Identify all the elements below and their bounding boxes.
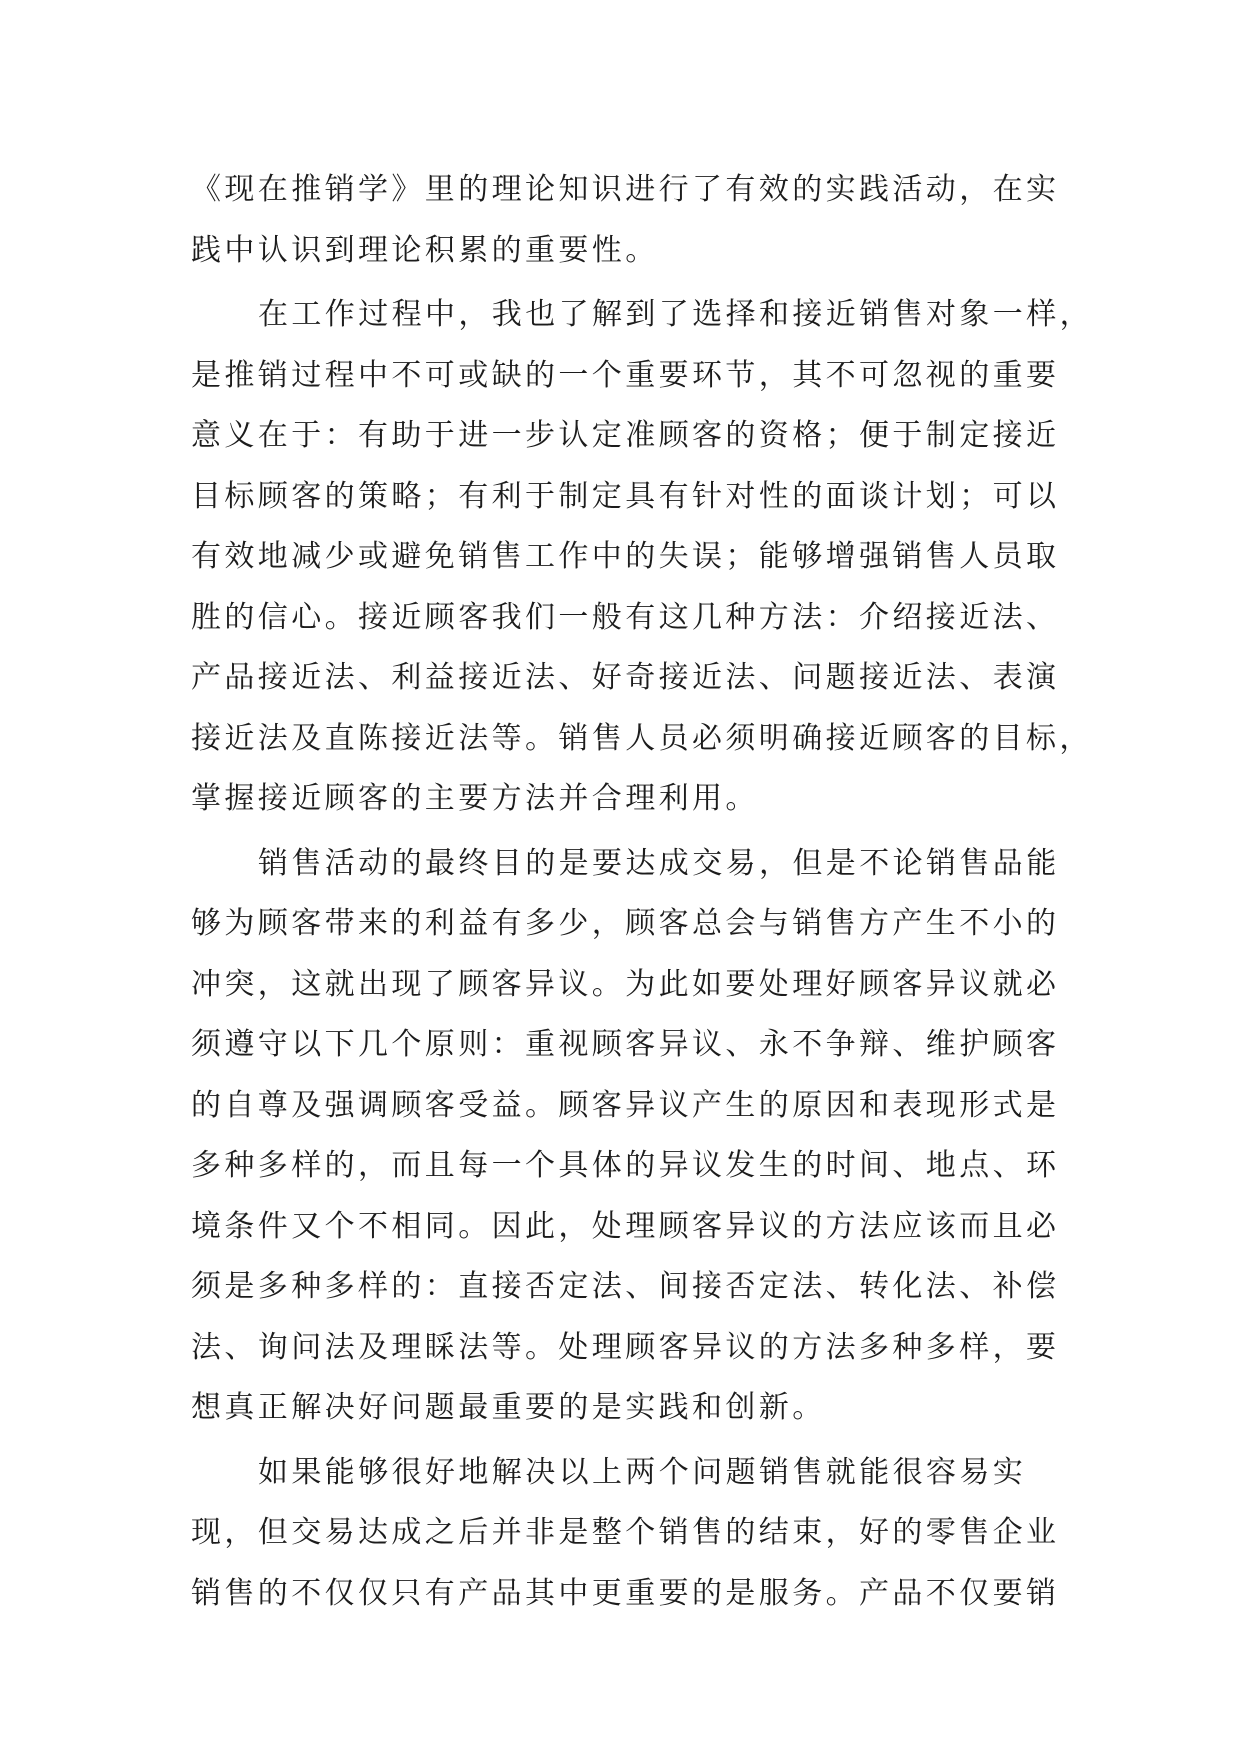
text-line: 够为顾客带来的利益有多少，顾客总会与销售方产生不小的 xyxy=(191,906,1060,941)
text-line: 冲突，这就出现了顾客异议。为此如要处理好顾客异议就必 xyxy=(191,966,1060,1002)
document-body xyxy=(191,160,1091,1624)
paragraph-first-line: 在工作过程中，我也了解到了选择和接近销售对象一样， xyxy=(258,297,1093,332)
text-line: 践中认识到理论积累的重要性。 xyxy=(191,232,659,268)
text-line: 胜的信心。接近顾客我们一般有这几种方法：介绍接近法、 xyxy=(191,599,1060,635)
paragraph-first-line: 销售活动的最终目的是要达成交易，但是不论销售品能 xyxy=(258,845,1060,881)
text-line: 销售的不仅仅只有产品其中更重要的是服务。产品不仅要销 xyxy=(191,1575,1060,1611)
text-line: 《现在推销学》里的理论知识进行了有效的实践活动，在实 xyxy=(191,172,1060,207)
text-line: 的自尊及强调顾客受益。顾客异议产生的原因和表现形式是 xyxy=(191,1087,1060,1123)
text-line: 有效地减少或避免销售工作中的失误；能够增强销售人员取 xyxy=(191,539,1060,574)
text-line: 接近法及直陈接近法等。销售人员必须明确接近顾客的目标， xyxy=(191,720,1093,756)
text-line: 产品接近法、利益接近法、好奇接近法、问题接近法、表演 xyxy=(191,660,1060,695)
text-line: 想真正解决好问题最重要的是实践和创新。 xyxy=(191,1390,826,1425)
text-line: 意义在于：有助于进一步认定准顾客的资格；便于制定接近 xyxy=(191,418,1060,453)
text-line: 境条件又个不相同。因此，处理顾客异议的方法应该而且必 xyxy=(191,1208,1060,1244)
text-line: 法、询问法及理睬法等。处理顾客异议的方法多种多样，要 xyxy=(191,1329,1060,1365)
text-line: 掌握接近顾客的主要方法并合理利用。 xyxy=(191,781,759,816)
text-line: 须是多种多样的：直接否定法、间接否定法、转化法、补偿 xyxy=(191,1269,1060,1304)
text-line: 现，但交易达成之后并非是整个销售的结束，好的零售企业 xyxy=(191,1515,1060,1550)
text-line: 是推销过程中不可或缺的一个重要环节，其不可忽视的重要 xyxy=(191,357,1060,393)
text-line: 多种多样的，而且每一个具体的异议发生的时间、地点、环 xyxy=(191,1148,1060,1183)
paragraph-first-line: 如果能够很好地解决以上两个问题销售就能很容易实 xyxy=(258,1454,1027,1490)
text-line: 目标顾客的策略；有利于制定具有针对性的面谈计划；可以 xyxy=(191,478,1060,514)
text-line: 须遵守以下几个原则：重视顾客异议、永不争辩、维护顾客 xyxy=(191,1027,1060,1062)
